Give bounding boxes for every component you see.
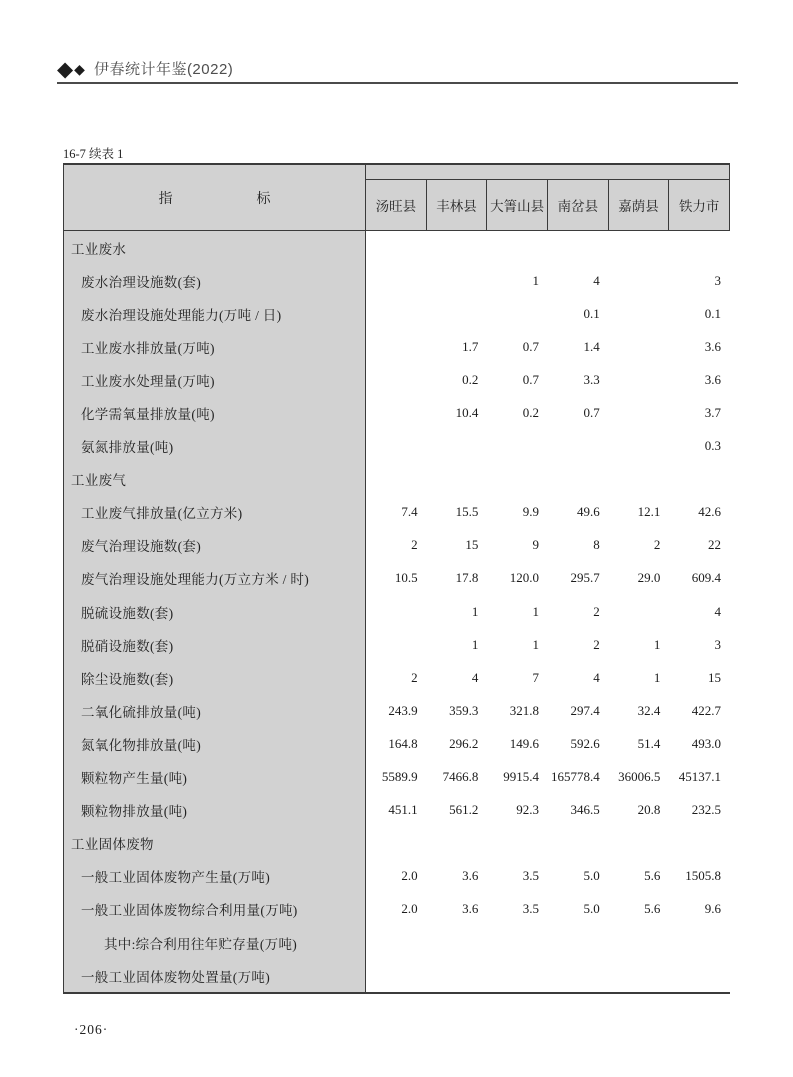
row-values: [366, 628, 730, 661]
row-values: [366, 959, 730, 992]
value-cell: 609.4: [691, 570, 722, 586]
table-row: [64, 661, 730, 694]
value-cell: [609, 330, 670, 363]
value-cell: [669, 463, 730, 496]
value-cell: [609, 297, 670, 330]
county-header-cell: 丰林县: [427, 180, 488, 230]
table-row: [64, 694, 730, 727]
row-label: 工业废水处理量(万吨): [64, 363, 366, 396]
value-cell: [366, 959, 427, 992]
row-values: [366, 297, 730, 330]
value-cell: 359.3: [449, 702, 479, 718]
table-row: [64, 860, 730, 893]
value-cell: 2: [593, 636, 600, 652]
value-cell: 5.0: [583, 868, 600, 884]
value-cell: 3: [714, 272, 722, 288]
value-cell: [366, 264, 427, 297]
value-cell: 51.4: [637, 735, 661, 751]
table-row: [64, 727, 730, 760]
value-cell: 17.8: [455, 570, 479, 586]
value-cell: 15: [708, 669, 722, 685]
value-cell: 2: [653, 537, 661, 553]
row-values: [366, 761, 730, 794]
row-values: [366, 562, 730, 595]
value-cell: 3.6: [462, 901, 479, 917]
value-cell: 5.6: [644, 868, 661, 884]
value-cell: [609, 926, 670, 959]
value-cell: 9: [532, 537, 540, 553]
table-row: [64, 761, 730, 794]
value-cell: 1: [532, 603, 540, 619]
row-values: [366, 430, 730, 463]
value-cell: 5589.9: [381, 769, 418, 785]
section-row-label: 工业固体废物: [64, 827, 366, 860]
value-cell: 243.9: [388, 702, 418, 718]
value-cell: [548, 926, 609, 959]
value-cell: 3.6: [704, 371, 722, 387]
row-values: [366, 794, 730, 827]
value-cell: [548, 430, 609, 463]
row-label: 脱硝设施数(套): [64, 628, 366, 661]
page-number: ·206·: [74, 1022, 109, 1037]
value-cell: 2.0: [401, 901, 418, 917]
value-cell: [487, 231, 548, 264]
value-cell: [366, 396, 427, 429]
county-header-row: [366, 180, 729, 230]
value-cell: [609, 396, 670, 429]
value-cell: 9.9: [522, 504, 540, 520]
section-row-label: 工业废水: [64, 231, 366, 264]
table-row: [64, 297, 730, 330]
value-cell: 3.7: [704, 405, 722, 421]
row-label: 废水治理设施数(套): [64, 264, 366, 297]
table-row: [64, 231, 730, 264]
value-cell: [366, 330, 427, 363]
value-cell: 1: [532, 636, 540, 652]
value-cell: 561.2: [449, 802, 479, 818]
diamond-icon-large: ◆: [57, 57, 74, 81]
row-values: [366, 231, 730, 264]
value-cell: [609, 827, 670, 860]
row-label: 化学需氧量排放量(吨): [64, 396, 366, 429]
value-cell: 2: [593, 603, 600, 619]
table-row: [64, 794, 730, 827]
table-caption: 16-7 续表 1: [63, 147, 124, 161]
value-cell: [487, 430, 548, 463]
value-cell: 20.8: [637, 802, 661, 818]
value-cell: [487, 959, 548, 992]
row-label: 废气治理设施数(套): [64, 529, 366, 562]
value-cell: [366, 926, 427, 959]
value-cell: 3.6: [704, 338, 722, 354]
row-values: [366, 827, 730, 860]
value-cell: 296.2: [449, 735, 479, 751]
table-row: [64, 827, 730, 860]
value-cell: 232.5: [691, 802, 722, 818]
table-header: [64, 165, 730, 231]
value-cell: [609, 264, 670, 297]
value-cell: [366, 463, 427, 496]
county-header-cell: 嘉荫县: [609, 180, 670, 230]
row-values: [366, 727, 730, 760]
value-cell: 10.4: [455, 405, 479, 421]
value-cell: 3.5: [522, 901, 540, 917]
value-cell: 9.6: [704, 901, 722, 917]
value-cell: [366, 363, 427, 396]
county-header-cell: 南岔县: [548, 180, 609, 230]
value-cell: 1.7: [462, 338, 479, 354]
value-cell: [609, 430, 670, 463]
value-cell: [669, 231, 730, 264]
table-body: [64, 231, 730, 992]
value-cell: 120.0: [509, 570, 540, 586]
value-cell: 3: [714, 636, 722, 652]
value-cell: [609, 363, 670, 396]
value-cell: 2.0: [401, 868, 418, 884]
value-cell: [487, 463, 548, 496]
value-cell: 0.7: [522, 338, 540, 354]
value-cell: [487, 827, 548, 860]
value-cell: 592.6: [570, 735, 600, 751]
row-label: 工业废水排放量(万吨): [64, 330, 366, 363]
value-cell: [669, 959, 730, 992]
row-label: 氮氧化物排放量(吨): [64, 727, 366, 760]
row-label: 一般工业固体废物处置量(万吨): [64, 959, 366, 992]
row-values: [366, 330, 730, 363]
value-cell: 346.5: [570, 802, 600, 818]
value-cell: [427, 827, 488, 860]
value-cell: [366, 628, 427, 661]
row-label: 除尘设施数(套): [64, 661, 366, 694]
value-cell: 4: [714, 603, 722, 619]
row-values: [366, 363, 730, 396]
row-label: 二氧化硫排放量(吨): [64, 694, 366, 727]
value-cell: 1: [653, 636, 661, 652]
value-cell: 4: [593, 272, 600, 288]
table-row: [64, 529, 730, 562]
row-label: 废气治理设施处理能力(万立方米 / 时): [64, 562, 366, 595]
value-cell: [366, 231, 427, 264]
value-cell: [609, 595, 670, 628]
value-cell: [609, 959, 670, 992]
value-cell: 42.6: [698, 504, 722, 520]
row-label: 一般工业固体废物综合利用量(万吨): [64, 893, 366, 926]
value-cell: [427, 463, 488, 496]
value-cell: 1.4: [583, 338, 600, 354]
row-label: 工业废气排放量(亿立方米): [64, 496, 366, 529]
value-cell: 36006.5: [618, 769, 661, 785]
table-row: [64, 959, 730, 992]
value-cell: 8: [593, 537, 600, 553]
row-label: 颗粒物产生量(吨): [64, 761, 366, 794]
value-cell: 49.6: [576, 504, 600, 520]
table-row: [64, 363, 730, 396]
row-values: [366, 860, 730, 893]
value-cell: 0.2: [522, 405, 540, 421]
row-values: [366, 396, 730, 429]
value-cell: 15.5: [455, 504, 479, 520]
row-values: [366, 595, 730, 628]
value-cell: [366, 595, 427, 628]
value-cell: 7.4: [401, 504, 418, 520]
row-values: [366, 926, 730, 959]
table-row: [64, 430, 730, 463]
row-values: [366, 463, 730, 496]
row-values: [366, 496, 730, 529]
value-cell: 32.4: [637, 702, 661, 718]
value-cell: 321.8: [509, 702, 540, 718]
value-cell: [487, 926, 548, 959]
value-cell: 1505.8: [685, 868, 722, 884]
value-cell: 0.1: [704, 305, 722, 321]
value-cell: 15: [465, 537, 479, 553]
row-label: 其中:综合利用往年贮存量(万吨): [64, 926, 366, 959]
value-cell: [366, 297, 427, 330]
value-cell: 0.2: [462, 371, 479, 387]
row-label: 废水治理设施处理能力(万吨 / 日): [64, 297, 366, 330]
value-cell: [609, 231, 670, 264]
value-cell: 165778.4: [550, 769, 600, 785]
row-values: [366, 694, 730, 727]
table-row: [64, 496, 730, 529]
statistics-table: [63, 163, 730, 994]
county-header-cell: 铁力市: [678, 199, 720, 214]
value-cell: 10.5: [394, 570, 418, 586]
value-cell: [548, 231, 609, 264]
section-row-label: 工业废气: [64, 463, 366, 496]
row-label: 脱硫设施数(套): [64, 595, 366, 628]
value-cell: [427, 926, 488, 959]
row-values: [366, 661, 730, 694]
value-cell: 29.0: [637, 570, 661, 586]
value-cell: 1: [471, 603, 479, 619]
row-values: [366, 264, 730, 297]
table-row: [64, 396, 730, 429]
value-cell: 1: [532, 272, 540, 288]
value-cell: 4: [593, 669, 600, 685]
value-cell: [609, 463, 670, 496]
running-head: [57, 56, 738, 84]
row-label: 一般工业固体废物产生量(万吨): [64, 860, 366, 893]
table-row: [64, 330, 730, 363]
value-cell: 451.1: [388, 802, 418, 818]
value-cell: 5.6: [644, 901, 661, 917]
value-cell: [366, 430, 427, 463]
table-row: [64, 463, 730, 496]
value-cell: 2: [411, 537, 418, 553]
value-cell: 3.3: [583, 371, 600, 387]
value-cell: 493.0: [691, 735, 722, 751]
table-row: [64, 628, 730, 661]
value-cell: 5.0: [583, 901, 600, 917]
value-cell: [427, 430, 488, 463]
value-cell: 0.1: [583, 305, 600, 321]
row-label: 氨氮排放量(吨): [64, 430, 366, 463]
value-cell: 12.1: [637, 504, 661, 520]
value-cell: 45137.1: [678, 769, 722, 785]
value-cell: 3.6: [462, 868, 479, 884]
value-cell: [487, 297, 548, 330]
value-cell: 9915.4: [503, 769, 540, 785]
value-cell: 92.3: [516, 802, 540, 818]
value-cell: [548, 463, 609, 496]
row-values: [366, 893, 730, 926]
value-cell: [366, 827, 427, 860]
county-header-cell: 大箐山县: [487, 180, 548, 230]
value-cell: 0.7: [522, 371, 540, 387]
value-cell: [427, 264, 488, 297]
value-cell: 149.6: [509, 735, 540, 751]
value-cell: [669, 926, 730, 959]
value-cell: [427, 297, 488, 330]
diamond-icon-small: ◆: [74, 62, 85, 78]
value-cell: 7466.8: [442, 769, 479, 785]
row-label: 颗粒物排放量(吨): [64, 794, 366, 827]
value-cell: 164.8: [388, 735, 418, 751]
value-cell: 2: [411, 669, 418, 685]
table-row: [64, 893, 730, 926]
value-cell: 1: [653, 669, 661, 685]
value-cell: 0.7: [583, 405, 600, 421]
value-cell: 22: [708, 537, 722, 553]
header-spacer-strip: [366, 165, 729, 180]
value-cell: [427, 231, 488, 264]
value-cell: [427, 959, 488, 992]
table-row: [64, 562, 730, 595]
table-row: [64, 595, 730, 628]
row-values: [366, 529, 730, 562]
county-header-cell: 汤旺县: [366, 180, 427, 230]
value-cell: 422.7: [691, 702, 722, 718]
value-cell: 7: [532, 669, 540, 685]
value-cell: [548, 959, 609, 992]
value-cell: 295.7: [570, 570, 600, 586]
value-cell: 4: [471, 669, 479, 685]
value-cell: 3.5: [522, 868, 540, 884]
document-title: 伊春统计年鉴(2022): [93, 61, 234, 78]
table-row: [64, 264, 730, 297]
value-cell: 297.4: [570, 702, 600, 718]
value-cell: 1: [471, 636, 479, 652]
value-cell: [669, 827, 730, 860]
county-header-group: [366, 165, 730, 230]
value-cell: [548, 827, 609, 860]
value-cell: 0.3: [704, 438, 722, 454]
indicator-header-cell: 指 标: [64, 165, 366, 230]
table-row: [64, 926, 730, 959]
